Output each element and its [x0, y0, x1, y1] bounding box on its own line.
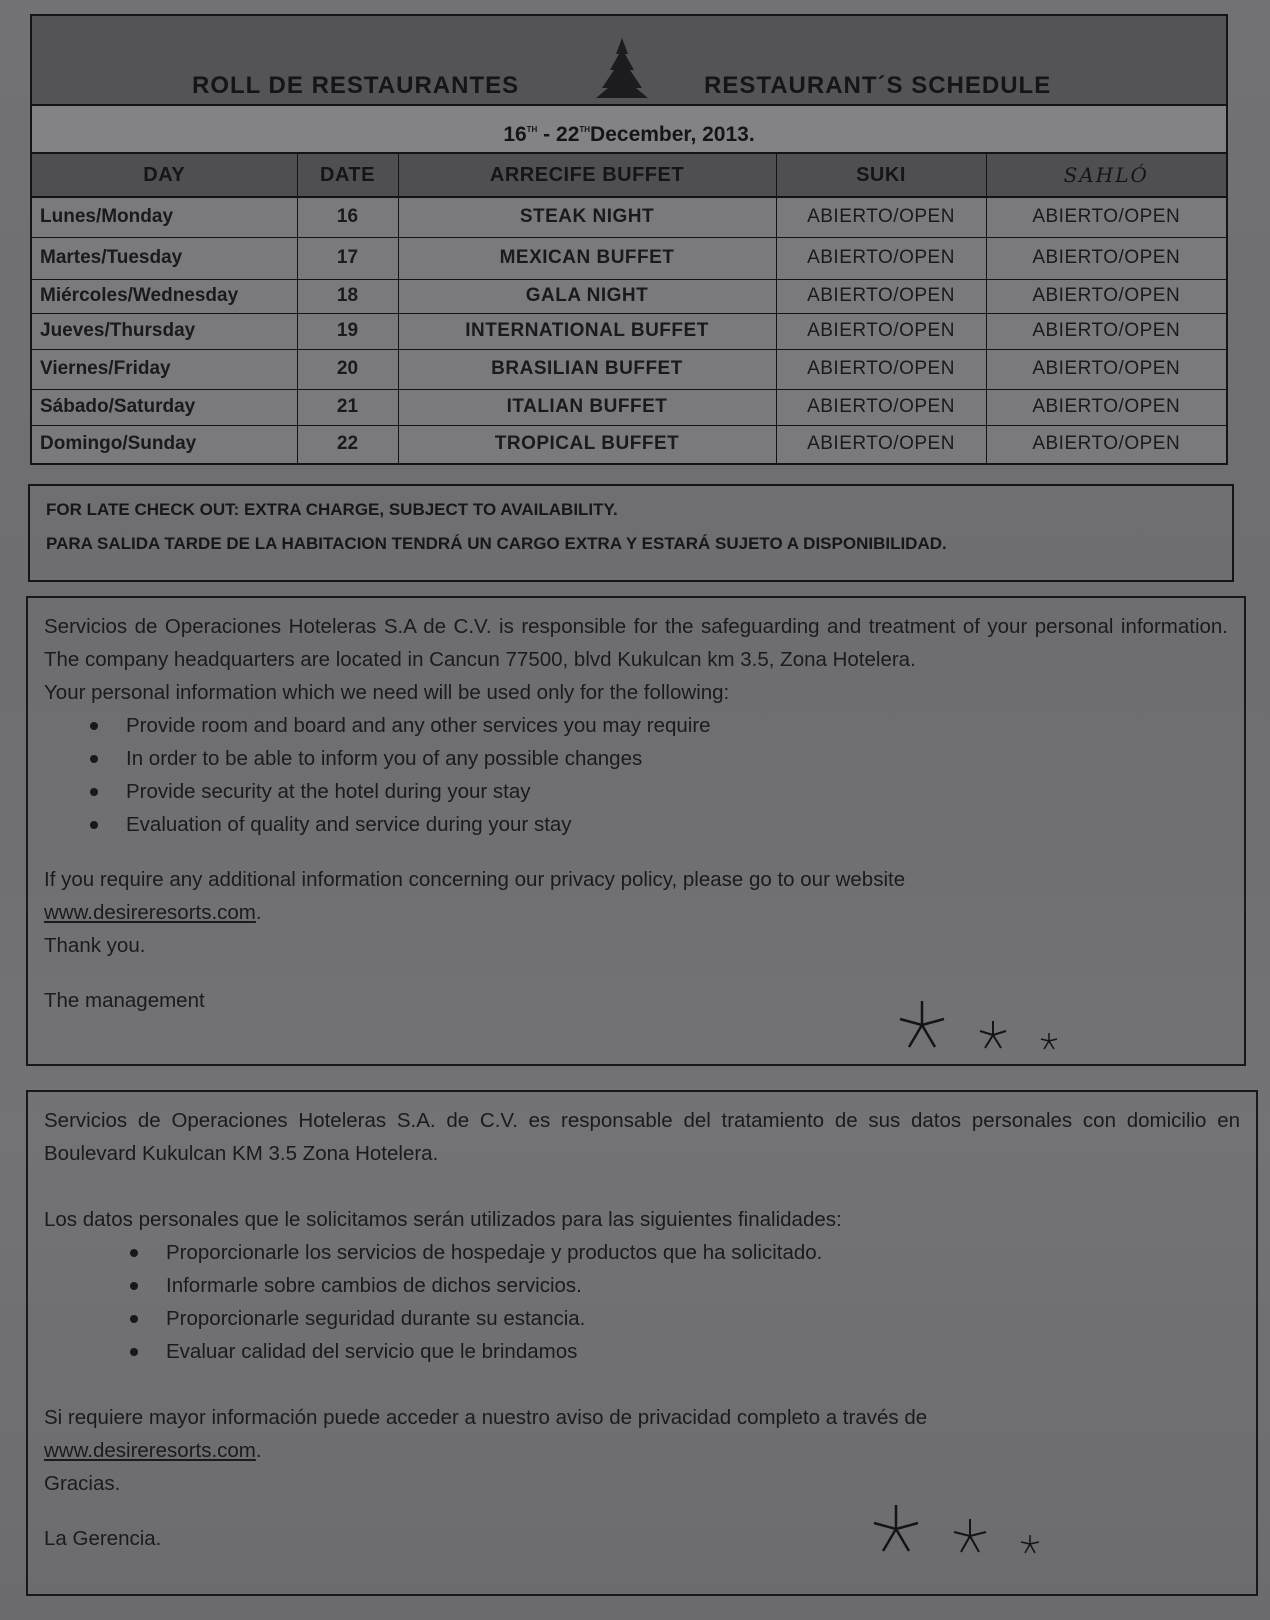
date-separator: - — [537, 123, 557, 146]
cell-day: Domingo/Sunday — [32, 425, 297, 463]
three-stars-icon — [871, 1504, 1066, 1554]
privacy-purpose-list — [44, 1236, 1240, 1368]
privacy-intro: Servicios de Operaciones Hoteleras S.A. de C.V. es responsable del tratamiento de sus datos personales con domicilio en Boulevard Kukulcan KM 3.5 Zona Hotelera. — [44, 1109, 1240, 1165]
list-item: Evaluar calidad del servicio que le brindamos — [166, 1335, 1240, 1368]
cell-date: 18 — [297, 279, 398, 313]
privacy-thanks: Thank you. — [44, 934, 146, 957]
cell-day: Martes/Tuesday — [32, 237, 297, 279]
star-icon — [1020, 1534, 1040, 1554]
list-item: Evaluation of quality and service during your stay — [126, 808, 1228, 841]
star-icon — [871, 1504, 921, 1554]
three-stars-icon — [897, 1000, 1084, 1050]
list-item: In order to be able to inform you of any possible changes — [126, 742, 1228, 775]
cell-suki: ABIERTO/OPEN — [776, 313, 986, 349]
cell-day: Viernes/Friday — [32, 349, 297, 389]
list-item: Provide room and board and any other services you may require — [126, 709, 1228, 742]
cell-day: Miércoles/Wednesday — [32, 279, 297, 313]
column-header-date: DATE — [297, 154, 398, 197]
cell-suki: ABIERTO/OPEN — [776, 237, 986, 279]
privacy-purpose-heading: Your personal information which we need will be used only for the following: — [44, 681, 730, 704]
date-start-suffix: TH — [526, 125, 538, 134]
list-item: Provide security at the hotel during your stay — [126, 775, 1228, 808]
cell-arrecife-buffet: MEXICAN BUFFET — [398, 237, 776, 279]
cell-arrecife-buffet: ITALIAN BUFFET — [398, 389, 776, 425]
privacy-intro: Servicios de Operaciones Hoteleras S.A de C.V. is responsible for the safeguarding and treatment of your personal information. The company headquarters are located in Cancun 77500, blvd Kukulcan km 3.5, Zona Hotelera. — [44, 615, 1228, 671]
cell-date: 17 — [297, 237, 398, 279]
cell-suki: ABIERTO/OPEN — [776, 425, 986, 463]
star-icon — [952, 1518, 988, 1554]
pine-tree-icon — [592, 36, 652, 102]
cell-sahlo: ABIERTO/OPEN — [986, 197, 1226, 237]
cell-sahlo: ABIERTO/OPEN — [986, 237, 1226, 279]
table-header-row — [32, 154, 1226, 197]
column-header-day: DAY — [32, 154, 297, 197]
cell-sahlo: ABIERTO/OPEN — [986, 349, 1226, 389]
date-range — [32, 106, 1226, 154]
cell-sahlo: ABIERTO/OPEN — [986, 313, 1226, 349]
star-icon — [897, 1000, 947, 1050]
schedule-table — [32, 154, 1226, 463]
cell-date: 16 — [297, 197, 398, 237]
privacy-signature: The management — [44, 989, 205, 1012]
date-end-suffix: TH — [579, 125, 591, 134]
privacy-more-info: If you require any additional information concerning our privacy policy, please go to our website — [44, 868, 906, 891]
date-month-year: December, 2013. — [590, 123, 755, 146]
privacy-signature: La Gerencia. — [44, 1527, 162, 1550]
privacy-notice-spanish — [26, 1090, 1258, 1596]
cell-date: 21 — [297, 389, 398, 425]
cell-sahlo: ABIERTO/OPEN — [986, 425, 1226, 463]
privacy-notice-english — [26, 596, 1246, 1066]
table-row — [32, 313, 1226, 349]
table-row — [32, 237, 1226, 279]
list-item: Informarle sobre cambios de dichos servicios. — [166, 1269, 1240, 1302]
title-spanish: ROLL DE RESTAURANTES — [192, 72, 520, 99]
table-row — [32, 279, 1226, 313]
website-suffix: . — [255, 1439, 262, 1462]
cell-day: Lunes/Monday — [32, 197, 297, 237]
website-suffix: . — [255, 901, 262, 924]
cell-suki: ABIERTO/OPEN — [776, 349, 986, 389]
star-icon — [978, 1020, 1008, 1050]
website-link[interactable]: www.desireresorts.com — [44, 1439, 256, 1462]
cell-suki: ABIERTO/OPEN — [776, 279, 986, 313]
date-end: 22 — [556, 123, 580, 146]
cell-arrecife-buffet: INTERNATIONAL BUFFET — [398, 313, 776, 349]
privacy-purpose-heading: Los datos personales que le solicitamos serán utilizados para las siguientes finalidades: — [44, 1208, 842, 1231]
column-header-suki: SUKI — [776, 154, 986, 197]
cell-arrecife-buffet: BRASILIAN BUFFET — [398, 349, 776, 389]
cell-arrecife-buffet: STEAK NIGHT — [398, 197, 776, 237]
table-row — [32, 389, 1226, 425]
cell-sahlo: ABIERTO/OPEN — [986, 279, 1226, 313]
star-icon — [1040, 1032, 1058, 1050]
privacy-more-info: Si requiere mayor información puede acceder a nuestro aviso de privacidad completo a través de — [44, 1406, 928, 1429]
date-start: 16 — [503, 123, 527, 146]
table-row — [32, 425, 1226, 463]
title-english: RESTAURANT´S SCHEDULE — [704, 72, 1052, 99]
late-checkout-notice — [28, 484, 1234, 582]
cell-date: 20 — [297, 349, 398, 389]
schedule-title-band — [32, 16, 1226, 106]
cell-suki: ABIERTO/OPEN — [776, 197, 986, 237]
website-link[interactable]: www.desireresorts.com — [44, 901, 256, 924]
list-item: Proporcionarle seguridad durante su estancia. — [166, 1302, 1240, 1335]
cell-day: Sábado/Saturday — [32, 389, 297, 425]
column-header-sahlo: SAHLÓ — [986, 154, 1226, 197]
cell-arrecife-buffet: TROPICAL BUFFET — [398, 425, 776, 463]
late-checkout-spanish: PARA SALIDA TARDE DE LA HABITACION TENDRÁ UN CARGO EXTRA Y ESTARÁ SUJETO A DISPONIBILIDAD. — [46, 534, 947, 553]
restaurant-schedule — [30, 14, 1228, 465]
column-header-arrecife-buffet: ARRECIFE BUFFET — [398, 154, 776, 197]
list-item: Proporcionarle los servicios de hospedaje y productos que ha solicitado. — [166, 1236, 1240, 1269]
table-row — [32, 349, 1226, 389]
late-checkout-english: FOR LATE CHECK OUT: EXTRA CHARGE, SUBJECT TO AVAILABILITY. — [46, 500, 618, 519]
cell-date: 22 — [297, 425, 398, 463]
cell-day: Jueves/Thursday — [32, 313, 297, 349]
privacy-purpose-list — [44, 709, 1228, 841]
table-row — [32, 197, 1226, 237]
privacy-thanks: Gracias. — [44, 1472, 121, 1495]
cell-date: 19 — [297, 313, 398, 349]
cell-arrecife-buffet: GALA NIGHT — [398, 279, 776, 313]
cell-sahlo: ABIERTO/OPEN — [986, 389, 1226, 425]
cell-suki: ABIERTO/OPEN — [776, 389, 986, 425]
